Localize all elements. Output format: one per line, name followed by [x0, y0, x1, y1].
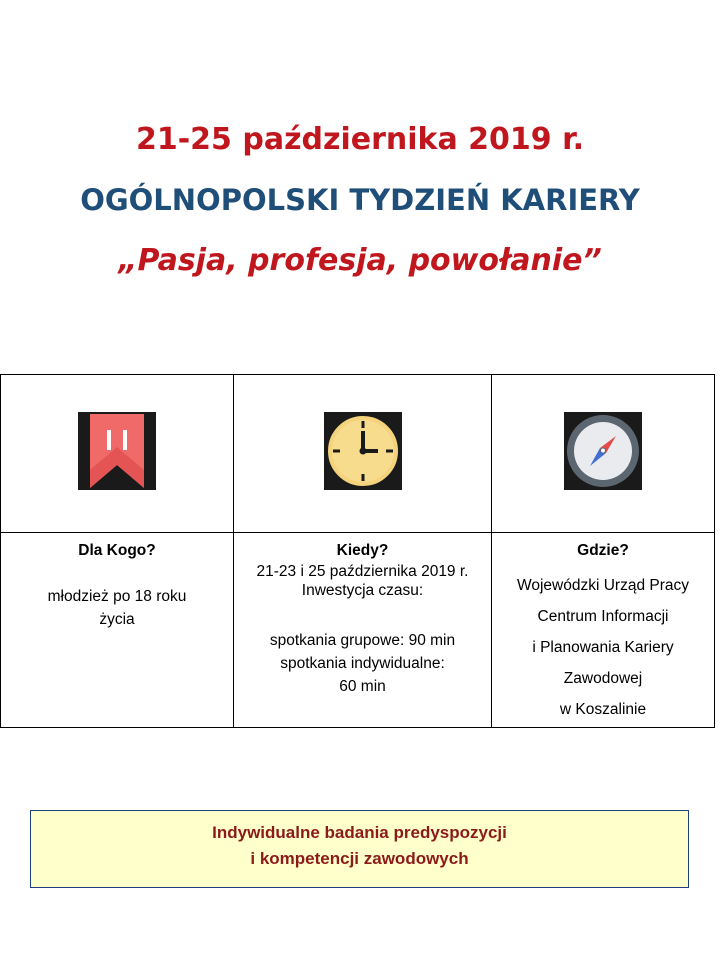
when-individual-duration: 60 min [339, 678, 386, 695]
clock-icon [324, 412, 402, 490]
bookmark-icon [78, 412, 156, 490]
info-table [0, 374, 715, 728]
icon-cell-when [234, 375, 492, 533]
when-cell [234, 533, 492, 728]
event-motto: „Pasja, profesja, powołanie” [118, 243, 602, 278]
when-individual-label: spotkania indywidualne: [280, 655, 445, 672]
when-heading: Kiedy? [336, 542, 389, 559]
who-line: młodzież po 18 roku [47, 588, 187, 605]
compass-icon [564, 412, 642, 490]
icon-cell-who [1, 375, 234, 533]
who-cell [1, 533, 234, 728]
icon-cell-where [492, 375, 715, 533]
where-line: Centrum Informacji [537, 608, 669, 625]
event-name-title: OGÓLNOPOLSKI TYDZIEŃ KARIERY [80, 183, 640, 217]
where-cell [492, 533, 715, 728]
who-heading: Dla Kogo? [78, 542, 156, 559]
banner-line-2: i kompetencji zawodowych [250, 849, 469, 868]
services-banner [30, 810, 689, 888]
banner-line-1: Indywidualne badania predyspozycji [212, 823, 507, 842]
icon-row [1, 375, 715, 533]
where-line: w Koszalinie [559, 701, 647, 718]
event-date-title: 21-25 października 2019 r. [135, 122, 585, 157]
info-row [1, 533, 715, 728]
when-dates: 21-23 i 25 października 2019 r. [256, 563, 469, 580]
when-group-meeting: spotkania grupowe: 90 min [269, 632, 456, 649]
where-line: i Planowania Kariery [532, 639, 674, 656]
when-time-label: Inwestycja czasu: [301, 582, 424, 599]
where-line: Wojewódzki Urząd Pracy [517, 577, 689, 594]
who-line: życia [99, 611, 135, 628]
where-line: Zawodowej [563, 670, 643, 687]
where-heading: Gdzie? [577, 542, 629, 559]
